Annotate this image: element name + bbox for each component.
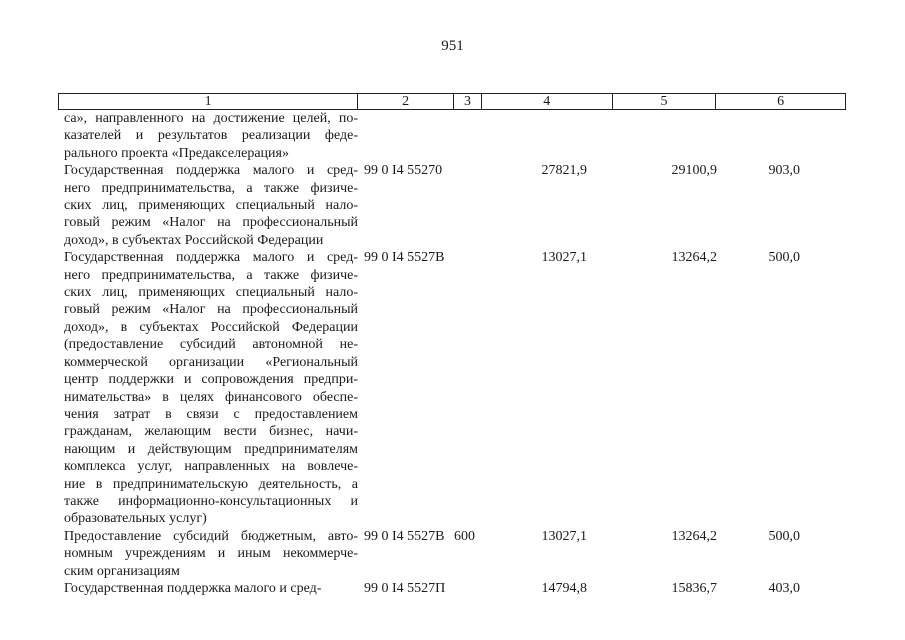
code-cell: 99 0 I4 5527В [364, 250, 445, 266]
description-line: ние в предпринимательскую деятельность, а [64, 476, 358, 492]
description-line: номным учреждениям и иным некоммерче- [64, 546, 358, 562]
description-line: Государственная поддержка малого и сред- [64, 250, 358, 266]
description-line: говый режим «Налог на профессиональный [64, 215, 358, 231]
description-line: образовательных услуг) [64, 511, 207, 527]
row-description [58, 162, 358, 249]
value-col-5-cell: 29100,9 [671, 163, 717, 179]
value-col-4-cell: 13027,1 [541, 250, 587, 266]
row-description [58, 580, 358, 597]
table-header-row [58, 93, 846, 110]
description-line: нающим и действующим предпринимателям [64, 441, 358, 457]
description-line: (предоставление субсидий автономной не- [64, 337, 358, 353]
description-line: ским организациям [64, 563, 180, 579]
header-cell-5: 5 [613, 94, 717, 109]
header-cell-6: 6 [777, 94, 785, 109]
code-cell [358, 110, 454, 162]
table-row [58, 110, 846, 162]
header-cell-3: 3 [454, 94, 482, 109]
description-line: комплекса услуг, направленных на вовлече- [64, 459, 358, 475]
row-description [58, 110, 358, 162]
description-line: ских лиц, применяющих специальный нало- [64, 198, 358, 214]
value-col-4-cell [482, 110, 613, 162]
expense-type-cell [454, 110, 482, 162]
description-line: казателей и результатов реализации феде- [64, 128, 358, 144]
table-row [58, 249, 846, 528]
description-line: ских лиц, применяющих специальный нало- [64, 285, 358, 301]
description-line: рального проекта «Предакселерация» [64, 145, 289, 161]
table-body [58, 110, 846, 597]
code-cell: 99 0 I4 55270 [364, 163, 443, 179]
row-description [58, 528, 358, 580]
table-row [58, 528, 846, 580]
table-row [58, 162, 846, 249]
expense-type-cell [454, 162, 482, 249]
value-col-4-cell: 13027,1 [541, 528, 587, 544]
header-cell-4: 4 [482, 94, 613, 109]
description-line: нимательства» в целях финансового обеспе- [64, 389, 358, 405]
description-line: него предпринимательства, а также физиче- [64, 180, 358, 196]
code-cell: 99 0 I4 5527П [364, 580, 446, 596]
code-cell: 99 0 I4 5527В [364, 528, 445, 544]
description-line: Предоставление субсидий бюджетным, авто- [64, 528, 358, 544]
expense-type-cell: 600 [454, 528, 475, 544]
value-col-5-cell: 13264,2 [671, 250, 717, 266]
table-row [58, 580, 846, 597]
description-line: Государственная поддержка малого и сред- [64, 580, 322, 596]
value-col-6-cell [717, 110, 846, 162]
value-col-5-cell: 15836,7 [671, 580, 717, 596]
value-col-5-cell: 13264,2 [671, 528, 717, 544]
description-line: говый режим «Налог на профессиональный [64, 302, 358, 318]
description-line: Государственная поддержка малого и сред- [64, 163, 358, 179]
header-cell-1: 1 [59, 94, 358, 109]
header-cell-2: 2 [358, 94, 454, 109]
value-col-6-cell: 500,0 [768, 528, 800, 544]
value-col-6-cell: 403,0 [768, 580, 800, 596]
value-col-4-cell: 27821,9 [541, 163, 587, 179]
description-line: центр поддержки и сопровождения предпри- [64, 372, 358, 388]
description-line: чения затрат в связи с предоставлением [64, 406, 358, 422]
row-description [58, 249, 358, 528]
description-line: также информационно-консультационных и [64, 493, 358, 509]
expense-type-cell [454, 249, 482, 528]
budget-table [58, 93, 846, 597]
value-col-6-cell: 903,0 [768, 163, 800, 179]
expense-type-cell [454, 580, 482, 597]
page-number: 951 [441, 38, 464, 54]
value-col-6-cell: 500,0 [768, 250, 800, 266]
value-col-5-cell [613, 110, 717, 162]
description-line: коммерческой организации «Региональный [64, 354, 358, 370]
description-line: него предпринимательства, а также физиче- [64, 267, 358, 283]
description-line: гражданам, желающим вести бизнес, начи- [64, 424, 358, 440]
value-col-4-cell: 14794,8 [541, 580, 587, 596]
description-line: доход», в субъектах Российской Федерации [64, 232, 324, 248]
description-line: са», направленного на достижение целей, по- [64, 111, 358, 126]
description-line: доход», в субъектах Российской Федерации [64, 319, 358, 335]
